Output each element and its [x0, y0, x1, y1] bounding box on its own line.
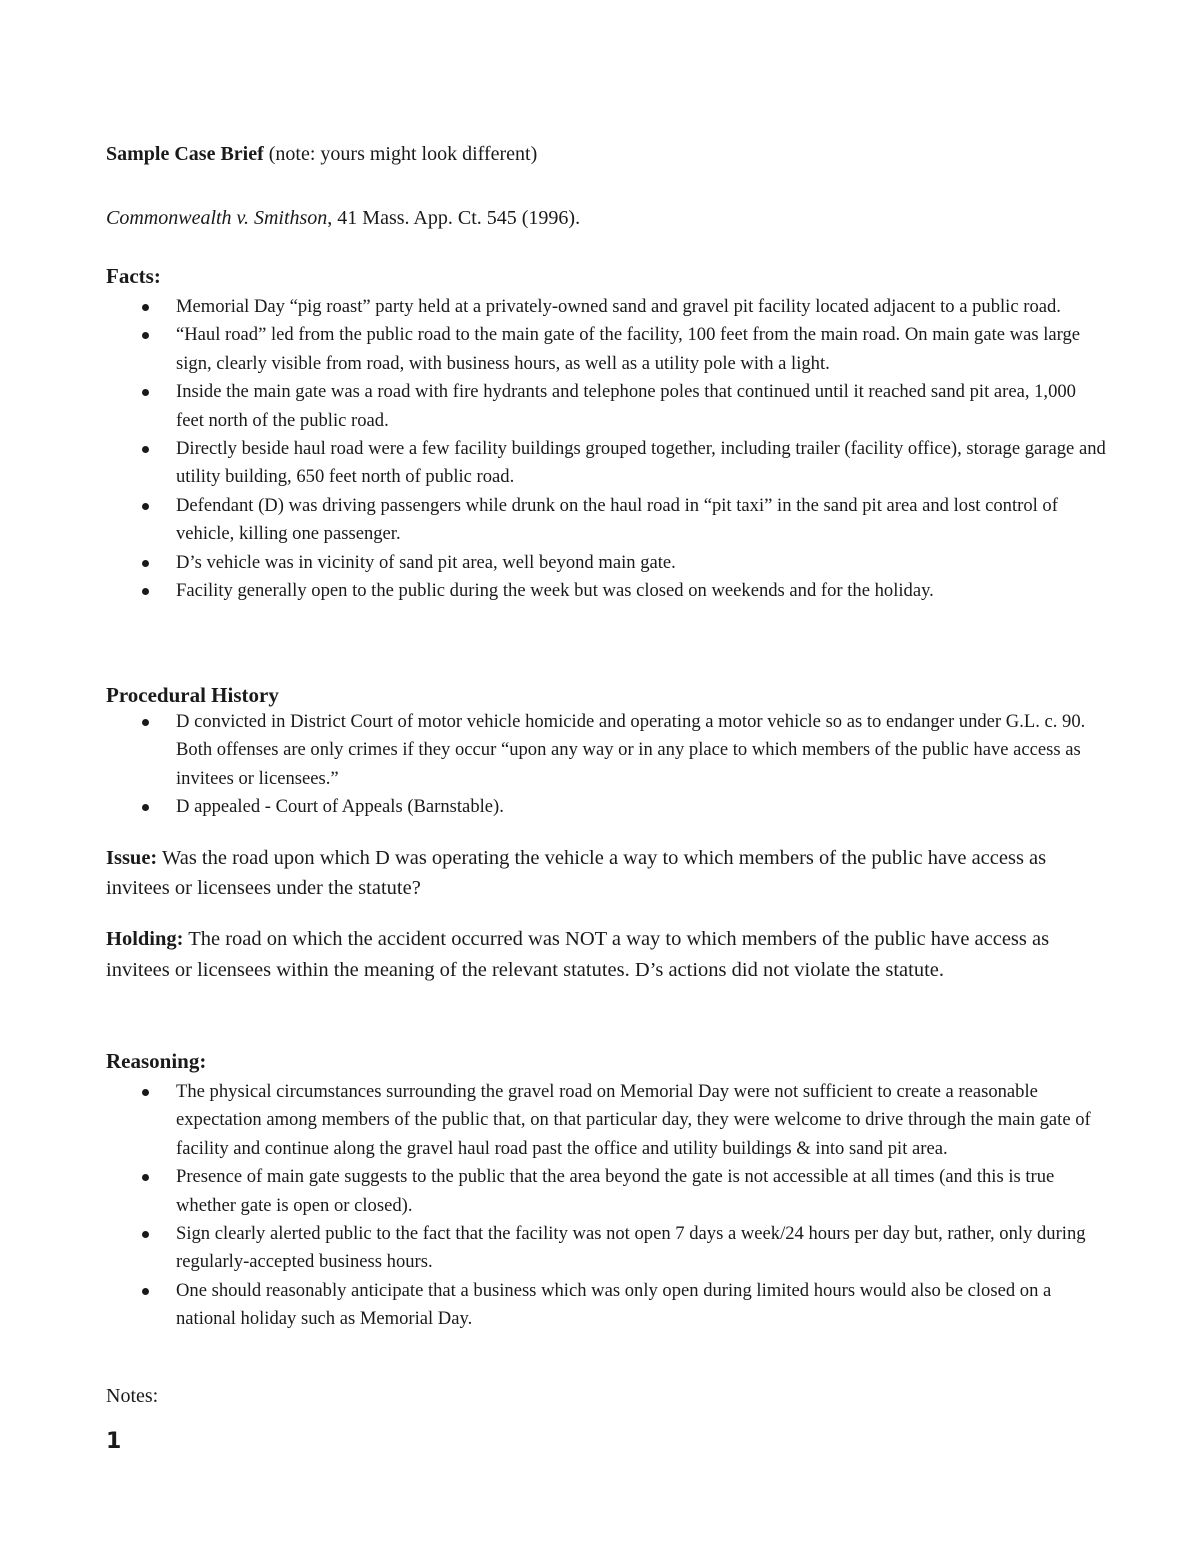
holding-text: The road on which the accident occurred was NOT a way to which members of the public have access as invitees or licensees within the meaning of the relevant statutes. D’s actions did not violate the statute. [106, 928, 1050, 981]
list-item: Directly beside haul road were a few facility buildings grouped together, including trailer (facility office), storage garage and utility building, 650 feet north of public road. [106, 435, 1106, 492]
list-item: “Haul road” led from the public road to the main gate of the facility, 100 feet from the main road. On main gate was large sign, clearly visible from road, with business hours, as well as a utility pole with a light. [106, 321, 1106, 378]
case-reference: , 41 Mass. App. Ct. 545 (1996). [327, 207, 581, 229]
title-note: (note: yours might look different) [263, 143, 538, 165]
reasoning-heading: Reasoning: [106, 1049, 207, 1073]
holding-label: Holding: [106, 928, 184, 950]
title-bold: Sample Case Brief [106, 143, 264, 165]
issue-label: Issue: [106, 847, 158, 869]
list-item: Facility generally open to the public during the week but was closed on weekends and for the holiday. [106, 577, 1106, 605]
bullet-icon [142, 588, 149, 595]
list-item: Inside the main gate was a road with fire hydrants and telephone poles that continued until it reached sand pit area, 1,000 feet north of the public road. [106, 378, 1106, 435]
case-name: Commonwealth v. Smithson [106, 207, 328, 229]
list-item: One should reasonably anticipate that a business which was only open during limited hours would also be closed on a national holiday such as Memorial Day. [106, 1277, 1106, 1334]
list-item: D appealed - Court of Appeals (Barnstable). [106, 793, 1106, 821]
bullet-icon [142, 446, 149, 453]
list-item: Sign clearly alerted public to the fact that the facility was not open 7 days a week/24 hours per day but, rather, only during regularly-accepted business hours. [106, 1220, 1106, 1277]
facts-list [106, 293, 1106, 605]
procedural-history-list [106, 708, 1106, 822]
holding-paragraph [106, 924, 1106, 986]
document-title [106, 143, 537, 166]
list-item: Defendant (D) was driving passengers while drunk on the haul road in “pit taxi” in the sand pit area and lost control of vehicle, killing one passenger. [106, 492, 1106, 549]
bullet-icon [142, 719, 149, 726]
facts-heading: Facts: [106, 264, 161, 288]
bullet-icon [142, 1231, 149, 1238]
reasoning-list [106, 1078, 1106, 1334]
bullet-icon [142, 1174, 149, 1181]
list-item: Presence of main gate suggests to the public that the area beyond the gate is not accessible at all times (and this is true whether gate is open or closed). [106, 1163, 1106, 1220]
list-item: D’s vehicle was in vicinity of sand pit area, well beyond main gate. [106, 549, 1106, 577]
list-item: Memorial Day “pig roast” party held at a privately-owned sand and gravel pit facility located adjacent to a public road. [106, 293, 1106, 321]
list-item: D convicted in District Court of motor vehicle homicide and operating a motor vehicle so as to endanger under G.L. c. 90. Both offenses are only crimes if they occur “upon any way or in any place to which members of the public have access as invitees or licensees.” [106, 708, 1106, 793]
bullet-icon [142, 389, 149, 396]
bullet-icon [142, 560, 149, 567]
bullet-icon [142, 1089, 149, 1096]
bullet-icon [142, 332, 149, 339]
issue-text: Was the road upon which D was operating the vehicle a way to which members of the public have access as invitees or licensees under the statute? [106, 847, 1047, 899]
bullet-icon [142, 804, 149, 811]
issue-paragraph [106, 843, 1106, 903]
bullet-icon [142, 304, 149, 311]
page-number: 1 [106, 1429, 122, 1454]
bullet-icon [142, 503, 149, 510]
case-citation [106, 207, 580, 230]
procedural-history-heading: Procedural History [106, 683, 279, 707]
list-item: The physical circumstances surrounding the gravel road on Memorial Day were not sufficient to create a reasonable expectation among members of the public that, on that particular day, they were welcome to drive through the main gate of facility and continue along the gravel haul road past the office and utility buildings & into sand pit area. [106, 1078, 1106, 1163]
bullet-icon [142, 1288, 149, 1295]
notes-label: Notes: [106, 1385, 159, 1407]
